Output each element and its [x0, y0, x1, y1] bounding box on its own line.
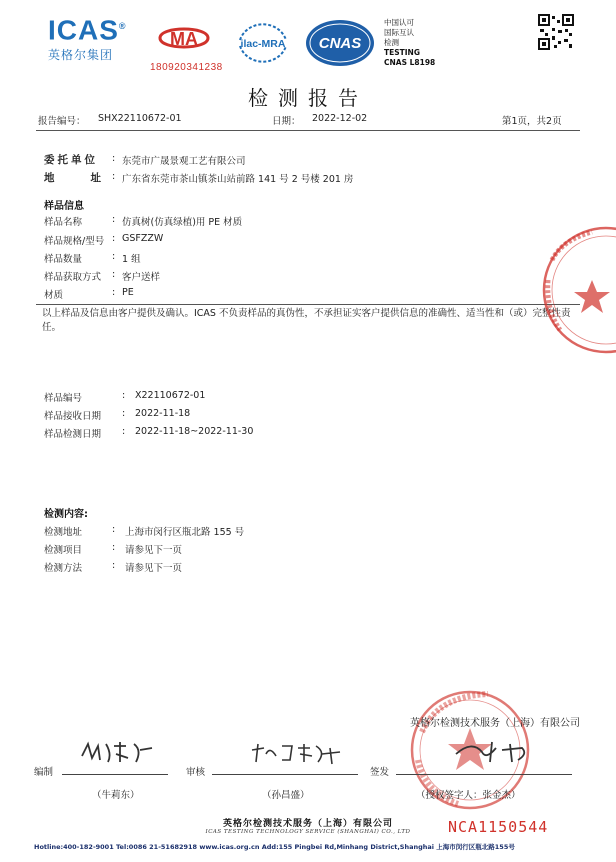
signature-line — [62, 774, 168, 775]
divider — [36, 304, 580, 305]
ilac-mra-logo — [232, 14, 294, 70]
sample-source-label: 样品获取方式 — [44, 272, 102, 283]
issuing-company: 英格尔检测技术服务（上海）有限公司 — [410, 718, 580, 729]
colon: : — [122, 408, 126, 419]
test-content-heading: 检测内容: — [44, 509, 88, 520]
compiler-signature-icon — [78, 736, 168, 766]
page-number: 第1页，共2页 — [502, 116, 562, 127]
sample-name-value: 仿真树(仿真绿植)用 PE 材质 — [122, 217, 243, 228]
material-label: 材质 — [44, 290, 64, 301]
sample-number-value: X22110672-01 — [135, 390, 206, 401]
reviewed-label: 审核 — [186, 767, 206, 778]
colon: : — [112, 524, 116, 535]
colon: : — [112, 269, 116, 280]
test-address-value: 上海市闵行区瓶北路 155 号 — [125, 527, 245, 538]
test-method-label: 检测方法 — [44, 563, 83, 574]
report-date-label: 日期： — [272, 116, 301, 127]
colon: : — [122, 426, 126, 437]
accreditation-text — [384, 18, 435, 68]
signature-line — [396, 774, 572, 775]
cert-line: CNAS L8198 — [384, 58, 436, 67]
compiler-name: （牛莉东） — [92, 790, 140, 801]
test-date-value: 2022-11-18~2022-11-30 — [135, 426, 254, 437]
client-label: 委托单位 — [44, 154, 98, 166]
receive-date-value: 2022-11-18 — [135, 408, 191, 419]
colon: : — [112, 214, 116, 225]
colon: : — [112, 233, 116, 244]
ma-logo-text: MA — [170, 29, 198, 49]
icas-logo-text: ICAS — [48, 14, 119, 46]
colon: : — [112, 287, 116, 298]
company-seal-icon — [532, 220, 616, 360]
test-address-label: 检测地址 — [44, 527, 83, 538]
reviewer-name: （孙昌盛） — [262, 790, 310, 801]
sample-model-value: GSFZZW — [122, 233, 164, 244]
qr-code-icon[interactable] — [538, 14, 574, 50]
test-date-label: 样品检测日期 — [44, 429, 102, 440]
sample-info-heading: 样品信息 — [44, 201, 84, 212]
compiled-label: 编制 — [34, 767, 54, 778]
footer-company-en: ICAS TESTING TECHNOLOGY SERVICE (SHANGHAI) CO., LTD — [205, 829, 411, 835]
disclaimer-text: 以上样品及信息由客户提供及确认。ICAS 不负责样品的真伪性，不承担证实客户提供信息的准确性、适当性和（或）完整性责任。 — [42, 308, 571, 333]
approved-label: 签发 — [370, 767, 390, 778]
cert-line: 检测 — [384, 38, 399, 47]
test-items-label: 检测项目 — [44, 545, 83, 556]
report-number-label: 报告编号： — [38, 116, 86, 127]
sample-qty-label: 样品数量 — [44, 254, 83, 265]
address-value: 广东省东莞市茶山镇茶山站前路 141 号 2 号楼 201 房 — [122, 174, 354, 185]
receive-date-label: 样品接收日期 — [44, 411, 102, 422]
colon: : — [112, 560, 116, 571]
sample-qty-value: 1 组 — [122, 254, 141, 265]
colon: : — [112, 542, 116, 553]
report-date: 2022-12-02 — [312, 113, 368, 124]
colon: : — [112, 251, 116, 262]
ilac-logo-text: ilac-MRA — [240, 38, 286, 50]
signature-line — [212, 774, 358, 775]
cnas-logo-text: CNAS — [318, 35, 362, 52]
sample-source-value: 客户送样 — [122, 272, 161, 283]
client-value: 东莞市广晟景观工艺有限公司 — [122, 156, 246, 167]
ma-cert-number: 180920341238 — [150, 62, 223, 73]
icas-group-name: 英格尔集团 — [48, 48, 114, 63]
footer-company-cn: 英格尔检测技术服务（上海）有限公司 — [222, 819, 393, 829]
ma-logo — [156, 20, 212, 56]
colon: : — [112, 171, 116, 182]
sample-model-label: 样品规格/型号 — [44, 236, 105, 247]
test-items-value: 请参见下一页 — [125, 545, 183, 556]
reviewer-signature-icon — [246, 738, 356, 768]
page-title: 检测报告 — [248, 86, 368, 110]
cnas-logo — [304, 18, 376, 68]
icas-logo: ICAS® 英格尔集团 — [48, 12, 138, 63]
report-number: SHX22110672-01 — [98, 113, 182, 124]
cert-line: 中国认可 — [384, 18, 414, 27]
serial-number: NCA1150544 — [448, 818, 549, 836]
approver-name: （授权签字人：张金杰） — [416, 790, 521, 801]
footer-contact: Hotline:400-182-9001 Tel:0086 21-51682918 www.icas.org.cn Add:155 Pingbei Rd,Minhang District,Shanghai 上海市闵行区瓶北路155号 — [34, 843, 515, 851]
divider — [36, 130, 580, 131]
sample-number-label: 样品编号 — [44, 393, 83, 404]
test-method-value: 请参见下一页 — [125, 563, 183, 574]
cert-line: 国际互认 — [384, 28, 414, 37]
colon: : — [112, 153, 116, 164]
colon: : — [122, 390, 126, 401]
sample-name-label: 样品名称 — [44, 217, 83, 228]
material-value: PE — [122, 287, 134, 298]
address-label: 地 址 — [44, 172, 101, 184]
cert-line: TESTING — [384, 48, 420, 57]
approver-signature-icon — [452, 736, 542, 766]
